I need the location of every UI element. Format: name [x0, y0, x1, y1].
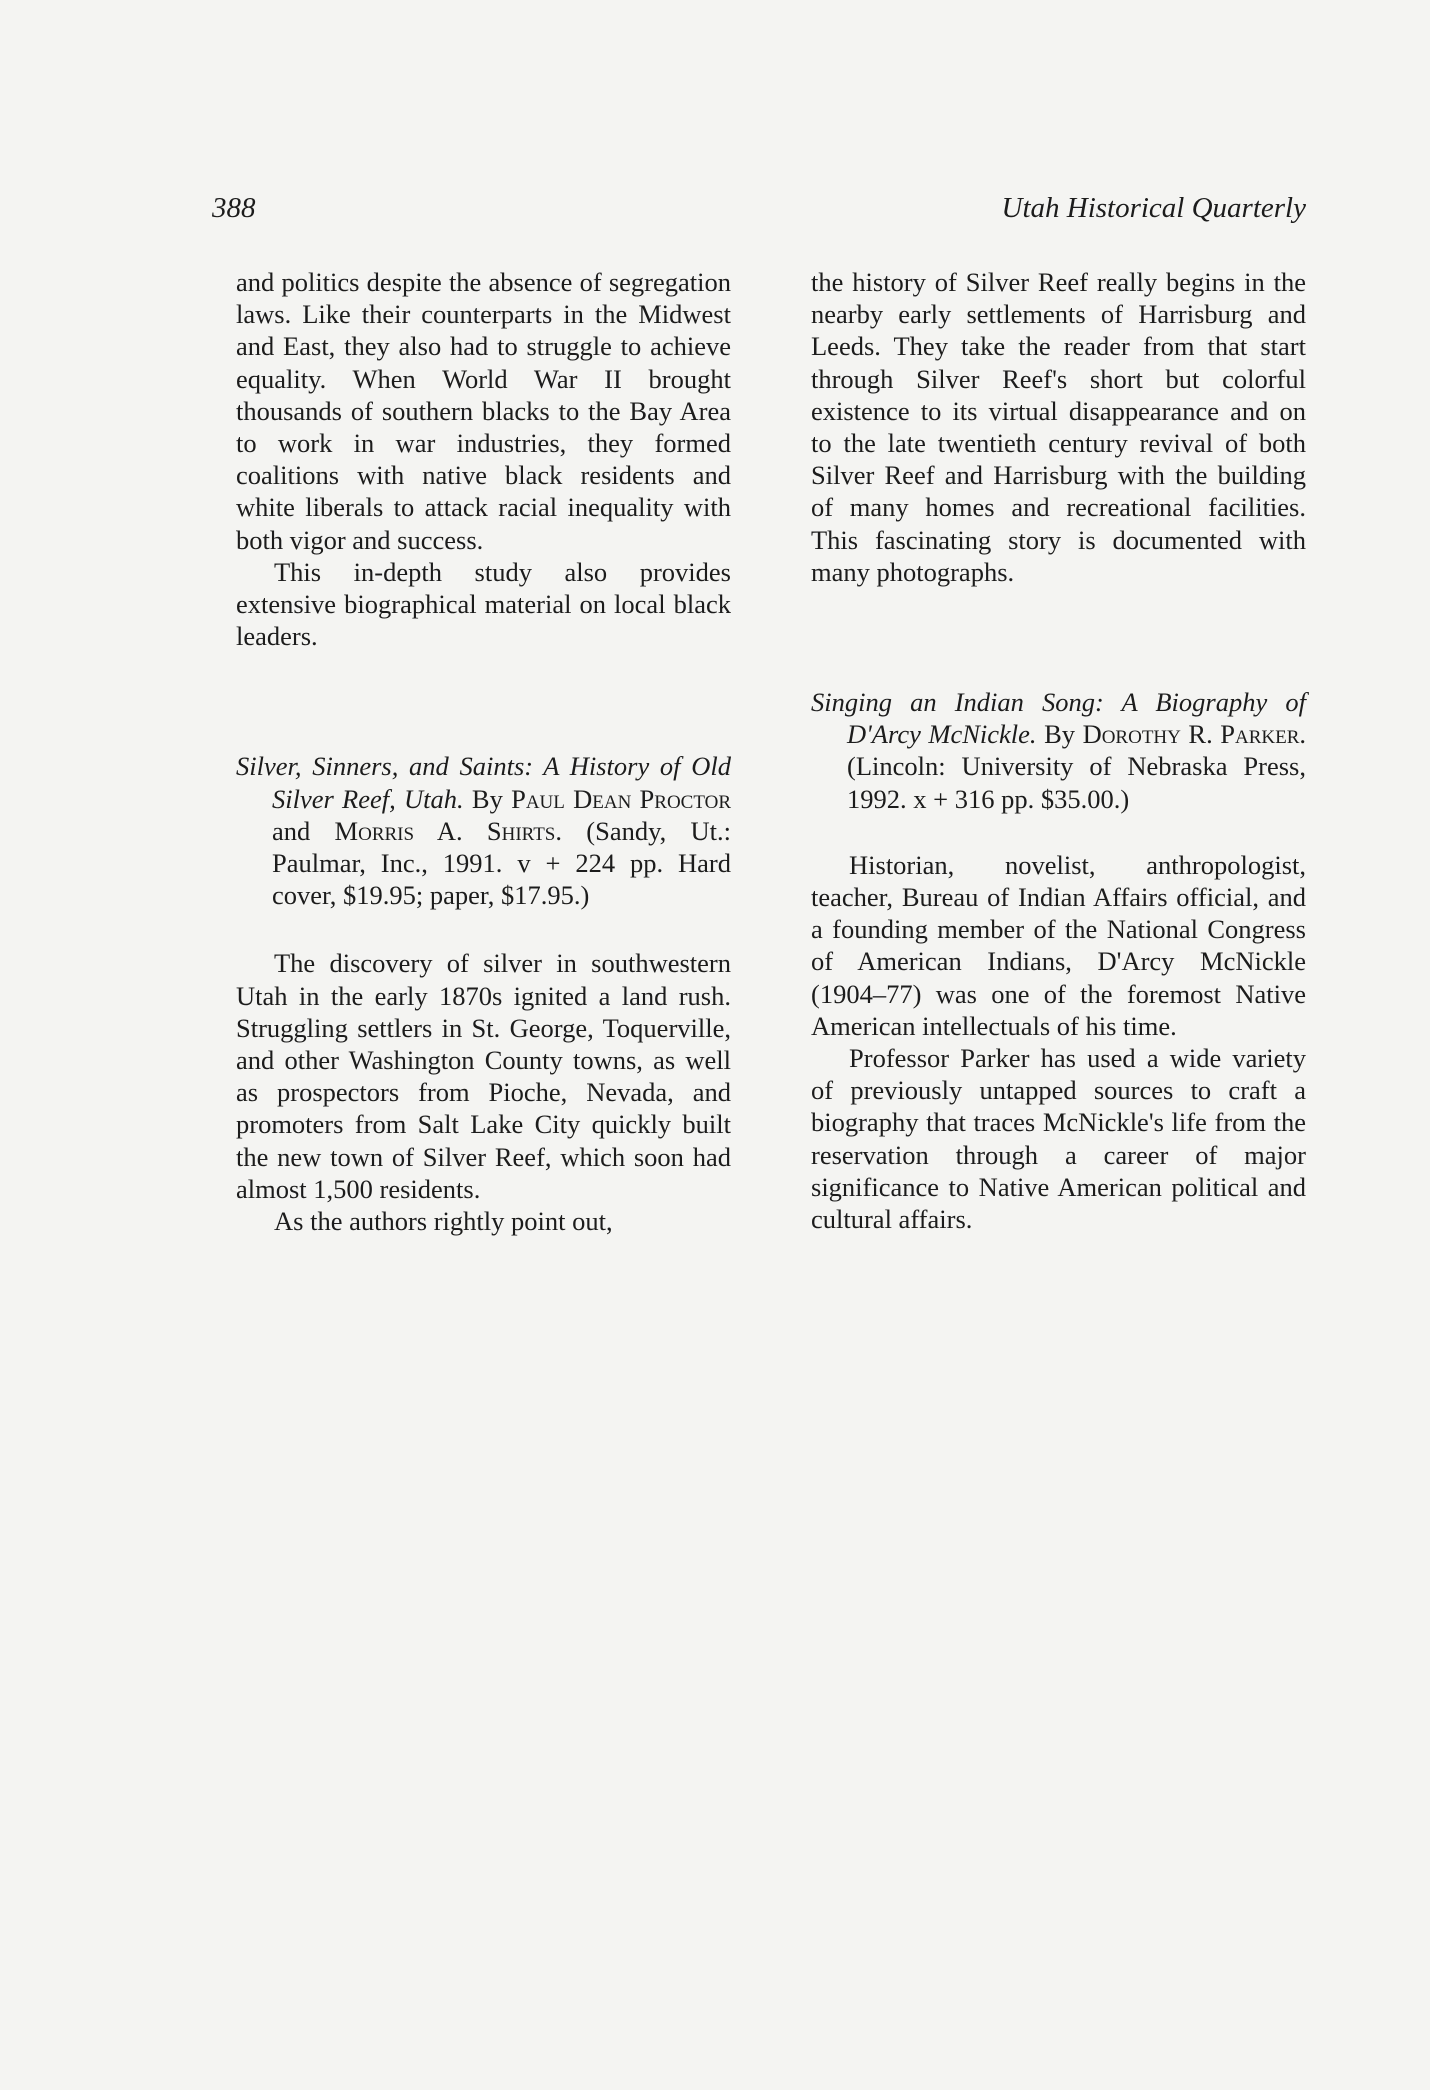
by-label: By	[1044, 719, 1076, 750]
review-paragraph: Professor Parker has used a wide variety of previously untapped sources to craft a biography that traces McNickle's life from the reservation through a career of major significance to Native American political and cultural affairs.	[811, 1043, 1306, 1235]
book-title: Singing an Indian Song: A Biography of D'Arcy McNickle.	[811, 687, 1306, 750]
author-name: Paul Dean Proctor	[511, 783, 732, 814]
closing-paragraph: This in-depth study also provides extensive biographical material on local black leaders.	[236, 556, 731, 652]
right-column	[811, 266, 1306, 1235]
continued-paragraph: the history of Silver Reef really begins in the nearby early settlements of Harrisburg and Leeds. They take the reader from that start through Silver Reef's short but colorful existence to its virtual disappearance and on to the late twentieth century revival of both Silver Reef and Harrisburg with the building of many homes and recreational facilities. This fascinating story is documented with many photographs.	[811, 267, 1306, 587]
author-name: Morris A. Shirts.	[334, 815, 562, 846]
publication-details: (Lincoln: University of Nebraska Press, 1992. x + 316 pp. $35.00.)	[847, 751, 1306, 814]
continued-paragraph: and politics despite the absence of segregation laws. Like their counterparts in the Midwest and East, they also had to struggle to achieve equality. When World War II brought thousands of southern blacks to the Bay Area to work in war industries, they formed coalitions with native black residents and white liberals to attack racial inequality with both vigor and success.	[236, 267, 731, 555]
left-column	[236, 266, 731, 1237]
review-paragraph: The discovery of silver in southwestern Utah in the early 1870s ignited a land rush. Struggling settlers in St. George, Toquerville, and other Washington County towns, as well as prospectors from Pioche, Nevada, and promoters from Salt Lake City quickly built the new town of Silver Reef, which soon had almost 1,500 residents.	[236, 948, 731, 1204]
book-title: Silver, Sinners, and Saints: A History of Old Silver Reef, Utah.	[236, 751, 731, 814]
conjunction: and	[272, 815, 311, 846]
author-name: Dorothy R. Parker.	[1082, 719, 1307, 750]
review-paragraph: As the authors rightly point out,	[274, 1206, 613, 1237]
review-paragraph: Historian, novelist, anthropologist, teacher, Bureau of Indian Affairs official, and a founding member of the National Congress of American Indians, D'Arcy McNickle (1904–77) was one of the foremost Native American intellectuals of his time.	[811, 849, 1306, 1041]
publication-details: (Sandy, Ut.: Paulmar, Inc., 1991. v + 224 pp. Hard cover, $19.95; paper, $17.95.)	[272, 815, 731, 911]
page-number: 388	[212, 192, 256, 224]
book-citation-mcnickle	[811, 686, 1306, 815]
book-citation-silver-reef	[236, 750, 731, 911]
by-label: By	[471, 783, 503, 814]
journal-title: Utah Historical Quarterly	[1001, 192, 1306, 224]
